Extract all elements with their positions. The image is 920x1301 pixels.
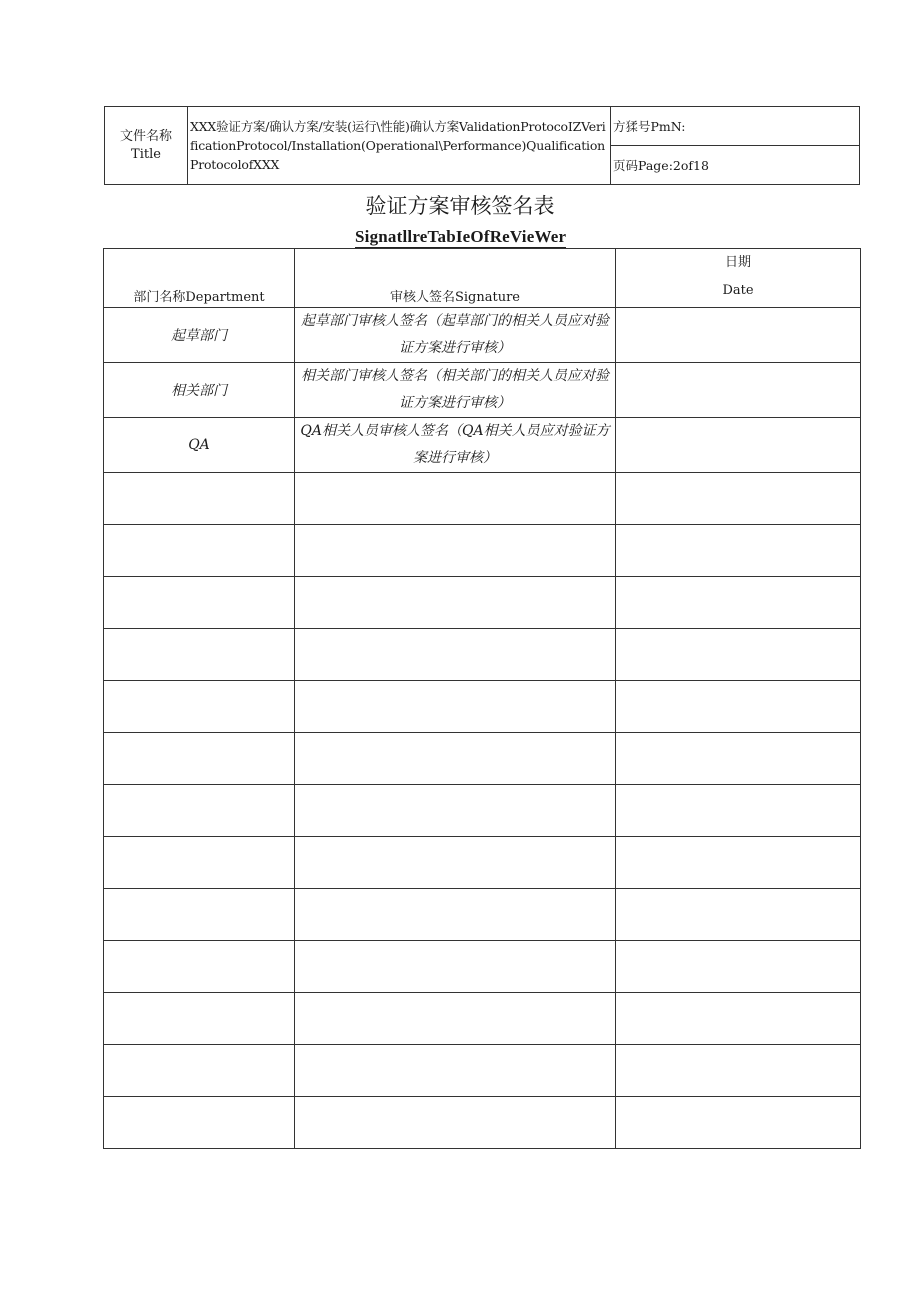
file-name-label: 文件名称 bbox=[119, 128, 172, 144]
date-cell[interactable] bbox=[616, 993, 861, 1045]
table-row bbox=[104, 418, 861, 473]
date-cell[interactable] bbox=[616, 1097, 861, 1149]
date-cell[interactable] bbox=[616, 837, 861, 889]
date-cell[interactable] bbox=[616, 681, 861, 733]
department-cell[interactable] bbox=[104, 525, 295, 577]
department-cell[interactable] bbox=[104, 577, 295, 629]
date-cell[interactable] bbox=[616, 889, 861, 941]
signature-cell[interactable] bbox=[295, 629, 616, 681]
title-label-cell bbox=[105, 107, 188, 185]
blank-row bbox=[104, 889, 861, 941]
date-cell[interactable] bbox=[616, 1045, 861, 1097]
blank-row bbox=[104, 941, 861, 993]
signature-cell[interactable] bbox=[295, 785, 616, 837]
signature-cell[interactable]: 起草部门审核人签名（起草部门的相关人员应对验证方案进行审核） bbox=[295, 308, 616, 363]
date-cell[interactable] bbox=[616, 363, 861, 418]
department-cell[interactable] bbox=[104, 681, 295, 733]
blank-row bbox=[104, 577, 861, 629]
department-cell: 相关部门 bbox=[104, 363, 295, 418]
blank-row bbox=[104, 473, 861, 525]
date-cell[interactable] bbox=[616, 577, 861, 629]
department-cell[interactable] bbox=[104, 785, 295, 837]
signature-cell[interactable] bbox=[295, 577, 616, 629]
blank-row bbox=[104, 785, 861, 837]
table-row bbox=[104, 363, 861, 418]
department-header: 部门名称Department bbox=[104, 249, 295, 308]
date-cell[interactable] bbox=[616, 525, 861, 577]
signature-cell[interactable] bbox=[295, 941, 616, 993]
department-cell[interactable] bbox=[104, 473, 295, 525]
title-label: Title bbox=[131, 146, 161, 162]
department-cell[interactable] bbox=[104, 1097, 295, 1149]
signature-cell[interactable] bbox=[295, 733, 616, 785]
blank-row bbox=[104, 525, 861, 577]
signature-cell[interactable] bbox=[295, 993, 616, 1045]
document-header bbox=[104, 106, 860, 185]
blank-row bbox=[104, 993, 861, 1045]
signature-cell[interactable]: 相关部门审核人签名（相关部门的相关人员应对验证方案进行审核） bbox=[295, 363, 616, 418]
signature-header: 审核人签名Signature bbox=[295, 249, 616, 308]
page-number: 页码Page:2of18 bbox=[611, 146, 860, 185]
blank-row bbox=[104, 1045, 861, 1097]
signature-cell[interactable] bbox=[295, 681, 616, 733]
sheet-title: 验证方案审核签名表 bbox=[365, 194, 555, 218]
department-cell[interactable] bbox=[104, 733, 295, 785]
table-row bbox=[104, 308, 861, 363]
sheet-subtitle: SignatllreTabIeOfReVieWer bbox=[355, 226, 566, 249]
date-cell[interactable] bbox=[616, 308, 861, 363]
signature-cell[interactable] bbox=[295, 1097, 616, 1149]
blank-row bbox=[104, 629, 861, 681]
department-cell[interactable] bbox=[104, 1045, 295, 1097]
blank-row bbox=[104, 1097, 861, 1149]
date-cell[interactable] bbox=[616, 785, 861, 837]
signature-cell[interactable]: QA相关人员审核人签名（QA相关人员应对验证方案进行审核） bbox=[295, 418, 616, 473]
date-header bbox=[616, 249, 861, 308]
date-cell[interactable] bbox=[616, 941, 861, 993]
table-header-row bbox=[104, 249, 861, 308]
signature-cell[interactable] bbox=[295, 473, 616, 525]
date-cell[interactable] bbox=[616, 418, 861, 473]
signature-table bbox=[103, 248, 861, 1149]
signature-cell[interactable] bbox=[295, 889, 616, 941]
date-cell[interactable] bbox=[616, 733, 861, 785]
department-cell[interactable] bbox=[104, 993, 295, 1045]
blank-row bbox=[104, 837, 861, 889]
date-cell[interactable] bbox=[616, 473, 861, 525]
department-cell: QA bbox=[104, 418, 295, 473]
signature-cell[interactable] bbox=[295, 525, 616, 577]
plan-number: 方猱号PmN: bbox=[611, 107, 860, 146]
department-cell[interactable] bbox=[104, 837, 295, 889]
blank-row bbox=[104, 681, 861, 733]
document-title: XXX验证方案/确认方案/安装(运行\性能)确认方案ValidationProtocoIZVerificationProtocol/Installation(Operational\Performance)QualificationProtocolofXXX bbox=[188, 107, 611, 185]
date-header-cn: 日期 bbox=[724, 255, 751, 270]
date-cell[interactable] bbox=[616, 629, 861, 681]
signature-cell[interactable] bbox=[295, 837, 616, 889]
blank-row bbox=[104, 733, 861, 785]
signature-cell[interactable] bbox=[295, 1045, 616, 1097]
department-cell: 起草部门 bbox=[104, 308, 295, 363]
date-header-en: Date bbox=[722, 283, 754, 298]
department-cell[interactable] bbox=[104, 941, 295, 993]
department-cell[interactable] bbox=[104, 889, 295, 941]
department-cell[interactable] bbox=[104, 629, 295, 681]
